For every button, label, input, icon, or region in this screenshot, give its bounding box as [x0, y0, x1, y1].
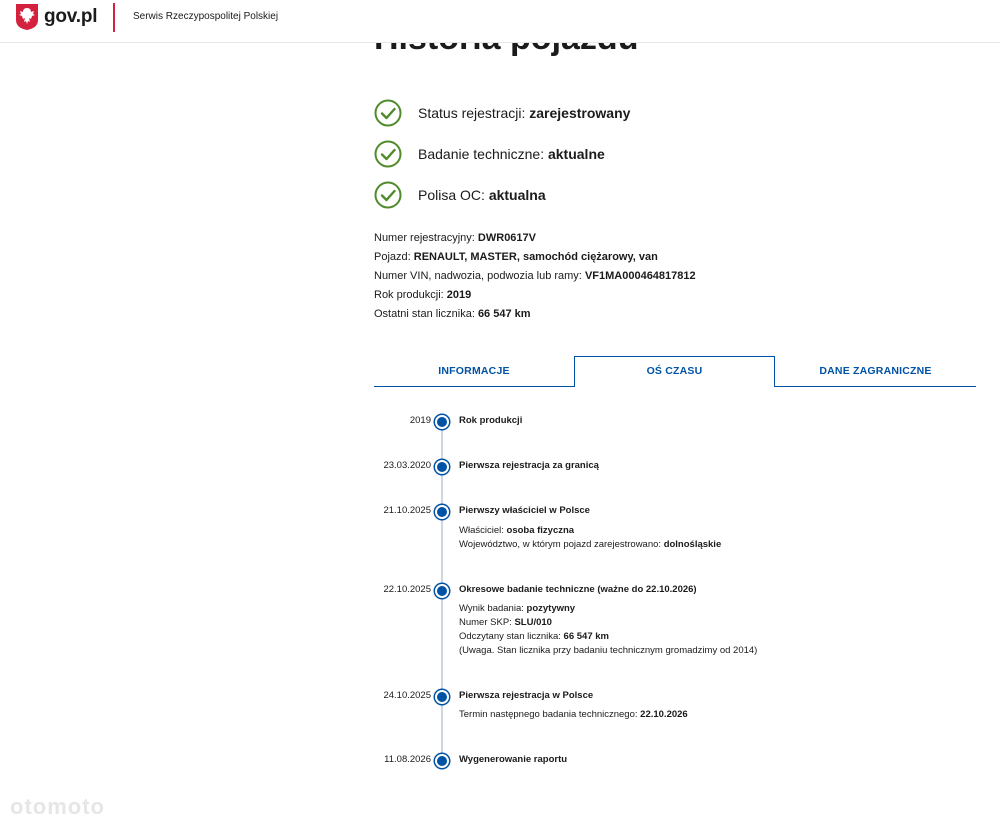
tab-os-czasu[interactable]: OŚ CZASU	[574, 356, 775, 387]
logo-text: gov.pl	[44, 6, 98, 27]
timeline-dot	[435, 690, 449, 704]
timeline-date: 2019	[409, 415, 431, 426]
status-label: Polisa OC:	[418, 186, 485, 203]
timeline-detail: Wynik badania: pozytywny Numer SKP: SLU/010 Odczytany stan licznika: 66 547 km (Uwaga. Stan licznika przy badaniu technicznym gromadzimy od 2014)	[459, 603, 758, 656]
detail-vehicle: Pojazd: RENAULT, MASTER, samochód ciężarowy, van	[374, 251, 658, 263]
timeline-dot	[435, 754, 449, 768]
status-registration	[374, 92, 630, 133]
timeline-date: 23.03.2020	[383, 460, 431, 471]
check-circle-icon	[374, 140, 402, 168]
timeline-title: Pierwsza rejestracja w Polsce	[459, 690, 594, 701]
tab-informacje[interactable]: INFORMACJE	[374, 357, 574, 387]
timeline-date: 21.10.2025	[383, 505, 431, 516]
service-name: Serwis Rzeczypospolitej Polskiej	[133, 11, 279, 22]
timeline-detail: Termin następnego badania technicznego: 22.10.2026	[459, 709, 688, 720]
timeline-title: Pierwszy właściciel w Polsce	[459, 505, 590, 516]
timeline-dot	[435, 584, 449, 598]
tab-bar	[374, 356, 976, 387]
timeline-note: (Uwaga. Stan licznika przy badaniu technicznym gromadzimy od 2014)	[459, 645, 758, 656]
check-circle-icon	[374, 181, 402, 209]
site-header	[0, 0, 1000, 43]
polish-eagle-emblem-icon	[16, 4, 38, 30]
detail-registration-number: Numer rejestracyjny: DWR0617V	[374, 232, 536, 244]
status-list	[374, 92, 630, 215]
timeline-dot	[435, 505, 449, 519]
status-label: Badanie techniczne:	[418, 145, 545, 162]
status-technical-inspection	[374, 133, 630, 174]
timeline-date: 24.10.2025	[383, 690, 431, 701]
header-divider	[113, 3, 115, 32]
detail-vin: Numer VIN, nadwozia, podwozia lub ramy: VF1MA000464817812	[374, 270, 696, 282]
timeline-title: Wygenerowanie raportu	[459, 754, 568, 765]
timeline-dot	[435, 415, 449, 429]
timeline-date: 22.10.2025	[383, 584, 431, 595]
status-value: aktualne	[547, 145, 605, 162]
check-circle-icon	[374, 99, 402, 127]
timeline-date: 11.08.2026	[384, 754, 431, 765]
status-value: zarejestrowany	[529, 104, 631, 121]
tab-dane-zagraniczne[interactable]: DANE ZAGRANICZNE	[775, 357, 976, 387]
status-insurance	[374, 174, 630, 215]
vehicle-details	[374, 229, 696, 324]
timeline-line	[441, 422, 443, 760]
timeline-detail: Właściciel: osoba fizyczna Województwo, w którym pojazd zarejestrowano: dolnośląskie	[459, 525, 722, 550]
timeline-title: Okresowe badanie techniczne (ważne do 22.10.2026)	[459, 584, 697, 595]
timeline-title: Pierwsza rejestracja za granicą	[459, 460, 599, 471]
watermark: otomoto	[10, 794, 105, 819]
status-value: aktualna	[488, 186, 546, 203]
timeline-title: Rok produkcji	[459, 415, 523, 426]
status-label: Status rejestracji:	[418, 104, 526, 121]
detail-production-year: Rok produkcji: 2019	[374, 289, 472, 301]
timeline-dot	[435, 460, 449, 474]
gov-logo[interactable]	[16, 4, 97, 30]
detail-odometer: Ostatni stan licznika: 66 547 km	[374, 308, 531, 320]
